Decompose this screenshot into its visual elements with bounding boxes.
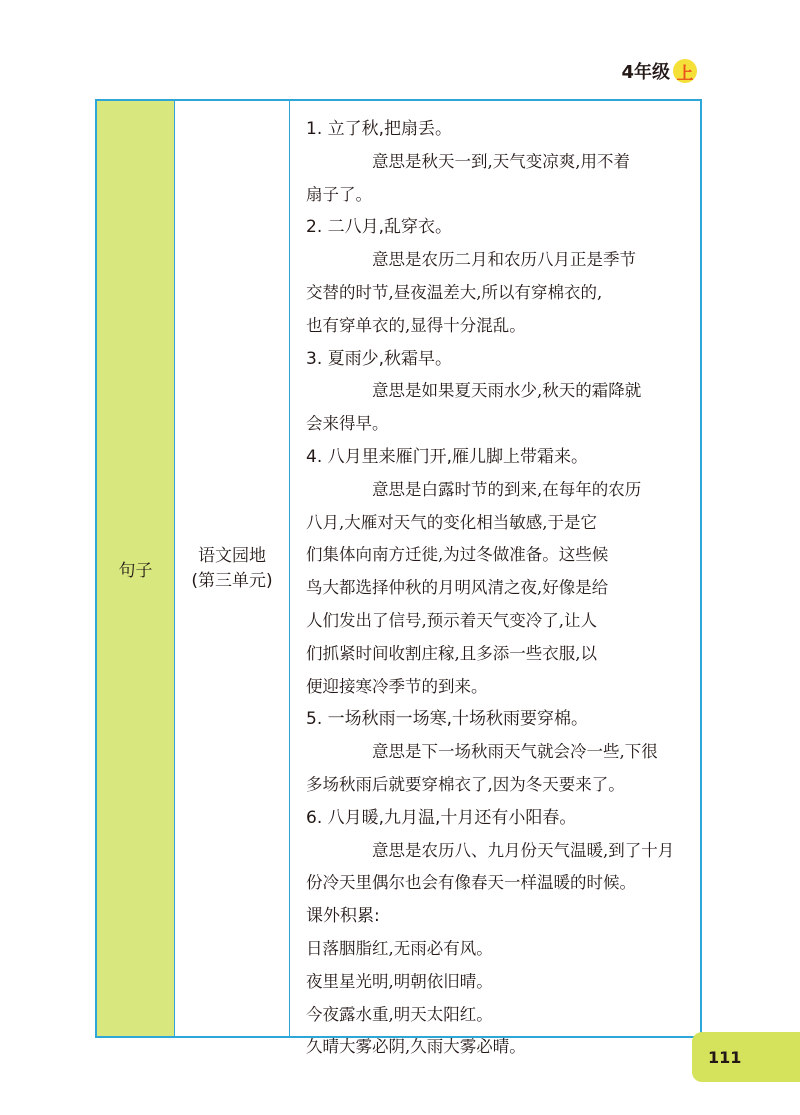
extra-saying: 夜里星光明,明朝依旧晴。 <box>306 971 493 991</box>
saying-1-explanation-cont: 扇子了。 <box>306 184 372 204</box>
saying-4-title: 4. 八月里来雁门开,雁儿脚上带霜来。 <box>306 446 589 467</box>
saying-4-explanation-cont: 八月,大雁对天气的变化相当敏感,于是它 <box>306 512 597 532</box>
saying-3-explanation-cont: 会来得早。 <box>306 414 389 434</box>
saying-4-explanation-cont: 鸟大都选择仲秋的月明风清之夜,好像是给 <box>306 578 609 598</box>
saying-2-explanation-cont: 也有穿单衣的,显得十分混乱。 <box>306 315 526 335</box>
grade-semester-badge: 上 <box>673 59 697 83</box>
extra-saying: 今夜露水重,明天太阳红。 <box>306 1004 493 1024</box>
saying-4-explanation-cont: 便迎接寒冷季节的到来。 <box>306 676 488 696</box>
saying-5-explanation: 意思是下一场秋雨天气就会冷一些,下很 <box>372 742 658 762</box>
saying-5-explanation-cont: 多场秋雨后就要穿棉衣了,因为冬天要来了。 <box>306 774 625 794</box>
source-unit: (第三单元) <box>191 570 273 591</box>
saying-3-explanation: 意思是如果夏天雨水少,秋天的霜降就 <box>372 381 642 401</box>
saying-1-title: 1. 立了秋,把扇丢。 <box>306 119 453 139</box>
saying-2-explanation: 意思是农历二月和农历八月正是季节 <box>372 250 636 270</box>
saying-4-explanation-cont: 人们发出了信号,预示着天气变冷了,让人 <box>306 610 597 630</box>
saying-4-explanation-cont: 们抓紧时间收割庄稼,且多添一些衣服,以 <box>306 643 597 663</box>
saying-1-explanation: 意思是秋天一到,天气变凉爽,用不着 <box>372 151 630 171</box>
extra-reading-heading: 课外积累: <box>306 906 380 927</box>
extra-saying: 久晴大雾必阴,久雨大雾必晴。 <box>306 1037 526 1057</box>
saying-5-title: 5. 一场秋雨一场寒,十场秋雨要穿棉。 <box>306 709 589 730</box>
category-cell <box>97 101 175 1036</box>
source-title: 语文园地 <box>198 545 266 566</box>
saying-4-explanation: 意思是白露时节的到来,在每年的农历 <box>372 479 642 499</box>
source-cell <box>175 101 290 1036</box>
saying-6-title: 6. 八月暖,九月温,十月还有小阳春。 <box>306 807 577 828</box>
grade-text: 4年级 <box>621 62 670 83</box>
extra-saying: 日落胭脂红,无雨必有风。 <box>306 938 493 958</box>
saying-4-explanation-cont: 们集体向南方迁徙,为过冬做准备。这些候 <box>306 545 609 565</box>
page-number-tab <box>692 1032 800 1082</box>
content-table <box>95 99 702 1057</box>
saying-6-explanation: 意思是农历八、九月份天气温暖,到了十月 <box>372 840 675 860</box>
content-cell <box>290 101 700 1057</box>
grade-label <box>621 56 697 86</box>
category-label: 句子 <box>118 561 153 581</box>
saying-6-explanation-cont: 份冷天里偶尔也会有像春天一样温暖的时候。 <box>306 873 636 893</box>
saying-3-title: 3. 夏雨少,秋霜早。 <box>306 348 453 369</box>
page-number: 111 <box>708 1047 742 1067</box>
saying-2-title: 2. 二八月,乱穿衣。 <box>306 217 453 238</box>
saying-2-explanation-cont: 交替的时节,昼夜温差大,所以有穿棉衣的, <box>306 282 603 302</box>
